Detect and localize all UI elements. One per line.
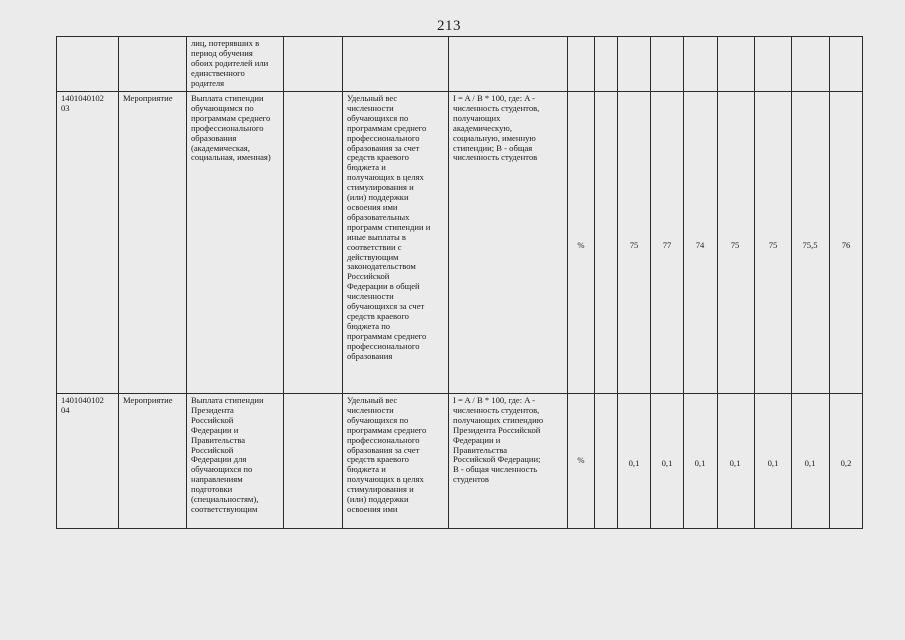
row-formula: I = A / B * 100, где: A - численность студентов, получающих академическую, социальную, именную стипендии; B - общая численность студентов (453, 93, 540, 163)
column-divider (283, 36, 284, 528)
page-number: 213 (437, 18, 461, 34)
row-value-3: 0,1 (694, 458, 706, 468)
row-value-4: 75 (730, 240, 740, 250)
row-value-7: 76 (841, 240, 851, 250)
row-value-1: 0,1 (628, 458, 640, 468)
row-indicator: Удельный вес численности обучающихся по программам среднего профессионального образования за счет средств краевого бюджета и получающих в целях стимулирования и (или) поддержки освоения ими (347, 395, 427, 514)
continued-name-cell: лиц, потерявших в период обучения обоих родителей или единственного родителя (191, 38, 269, 88)
row-code: 1401040102 04 (61, 395, 104, 415)
row-name: Выплата стипендии обучающимся по программам среднего профессионального образования (академическая, социальная, именная) (191, 93, 271, 163)
column-divider (791, 36, 792, 528)
row-value-6: 75,5 (802, 240, 818, 250)
table-right-border (862, 36, 863, 528)
table-top-border (56, 36, 863, 37)
column-divider (342, 36, 343, 528)
row-unit: % (577, 455, 585, 465)
row-value-2: 77 (662, 240, 672, 250)
column-divider (717, 36, 718, 528)
row-value-7: 0,2 (840, 458, 852, 468)
row-name: Выплата стипендии Президента Российской Федерации и Правительства Российской Федерации для обучающихся по направлениям подготовки (специальностям), соответствующим (191, 395, 264, 514)
column-divider (617, 36, 618, 528)
column-divider (650, 36, 651, 528)
column-divider (56, 36, 57, 528)
column-divider (829, 36, 830, 528)
column-divider (754, 36, 755, 528)
row-formula: I = A / B * 100, где: A - численность студентов, получающих стипендию Президента Российской Федерации и Правительства Российской Федерации; B - общая численность студентов (453, 395, 544, 485)
table-bottom-border (56, 528, 863, 529)
row-value-2: 0,1 (661, 458, 673, 468)
row-divider (56, 393, 863, 394)
row-code: 1401040102 03 (61, 93, 104, 113)
column-divider (448, 36, 449, 528)
row-type: Мероприятие (123, 93, 173, 103)
column-divider (186, 36, 187, 528)
row-value-3: 74 (695, 240, 705, 250)
row-divider (56, 91, 863, 92)
column-divider (118, 36, 119, 528)
row-value-6: 0,1 (804, 458, 816, 468)
row-indicator: Удельный вес численности обучающихся по программам среднего профессионального образования за счет средств краевого бюджета и получающих в целях стимулирования и (или) поддержки освоения ими образовательных программ стипендии и иные выплаты в соответствии с действующим законодательством Российской Федерации в общей численности обучающихся за счет средств краевого бюджета по программам среднего профессионального образования (347, 93, 431, 361)
row-unit: % (577, 240, 585, 250)
row-value-5: 0,1 (767, 458, 779, 468)
row-value-4: 0,1 (729, 458, 741, 468)
row-value-5: 75 (768, 240, 778, 250)
column-divider (683, 36, 684, 528)
row-type: Мероприятие (123, 395, 173, 405)
row-value-1: 75 (629, 240, 639, 250)
